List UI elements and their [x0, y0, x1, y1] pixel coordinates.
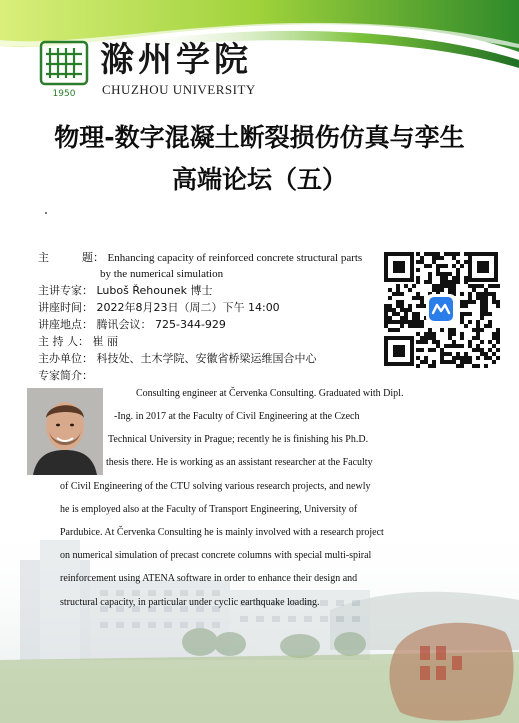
forum-title-line-2: 高端论坛（五） — [171, 165, 347, 194]
bio-row — [38, 368, 93, 384]
topic-value-line-2: by the numerical simulation — [100, 268, 224, 280]
venue-value: 腾讯会议： 725-344-929 — [96, 318, 226, 331]
time-value: 2022年8月23日（周二）下午 14:00 — [96, 301, 280, 314]
topic-value-line-1: Enhancing capacity of reinforced concrete structural parts — [107, 252, 363, 264]
host-row — [38, 334, 118, 350]
bio-line: of Civil Engineering of the CTU solving various research projects, and newly — [60, 481, 371, 492]
organizer-label: 主办单位： — [38, 352, 93, 365]
bio-line: on numerical simulation of precast concrete columns with special multi-spiral — [60, 550, 372, 561]
topic-row-2 — [100, 266, 223, 282]
meeting-qr-code[interactable] — [382, 250, 500, 368]
venue-row — [38, 317, 226, 333]
host-value: 崔 丽 — [92, 335, 118, 348]
bio-line: he is employed also at the Faculty of Transport Engineering, University of — [60, 504, 358, 515]
organizer-row — [38, 351, 317, 367]
brand-english-name: CHUZHOU UNIVERSITY — [102, 82, 256, 97]
bio-line: -Ing. in 2017 at the Faculty of Civil Engineering at the Czech — [114, 411, 360, 422]
bio-line: reinforcement using ATENA software in order to enhance their design and — [60, 573, 358, 584]
bio-line: thesis there. He is working as an assistant researcher at the Faculty — [106, 457, 373, 468]
bio-line: Pardubice. At Červenka Consulting he is mainly involved with a research project — [60, 527, 384, 538]
topic-row — [38, 250, 362, 266]
venue-label: 讲座地点： — [38, 318, 93, 331]
stray-dot — [45, 212, 47, 214]
bio-line: Technical University in Prague; recently he is finishing his Ph.D. — [108, 434, 369, 445]
speaker-value: Luboš Řehounek 博士 — [96, 284, 213, 297]
organizer-value: 科技处、土木学院、安徽省桥梁运维国合中心 — [96, 352, 317, 365]
university-logo — [38, 40, 90, 98]
speaker-label: 主讲专家： — [38, 284, 93, 297]
bio-line: structural capacity, in particular under cyclic earthquake loading. — [60, 597, 320, 608]
time-label: 讲座时间： — [38, 301, 93, 314]
speaker-row — [38, 283, 213, 299]
bio-line: Consulting engineer at Červenka Consulting. Graduated with Dipl. — [136, 388, 404, 399]
time-row — [38, 300, 280, 316]
bio-label: 专家简介： — [38, 369, 93, 382]
host-label: 主 持 人： — [38, 335, 89, 348]
forum-title-line-1: 物理-数字混凝土断裂损伤仿真与孪生 — [54, 123, 465, 152]
svg-text:1950: 1950 — [52, 89, 76, 98]
topic-label: 主 题： — [38, 251, 104, 264]
brand-chinese-name: 滁州学院 — [100, 40, 252, 80]
speaker-photo — [27, 388, 103, 475]
